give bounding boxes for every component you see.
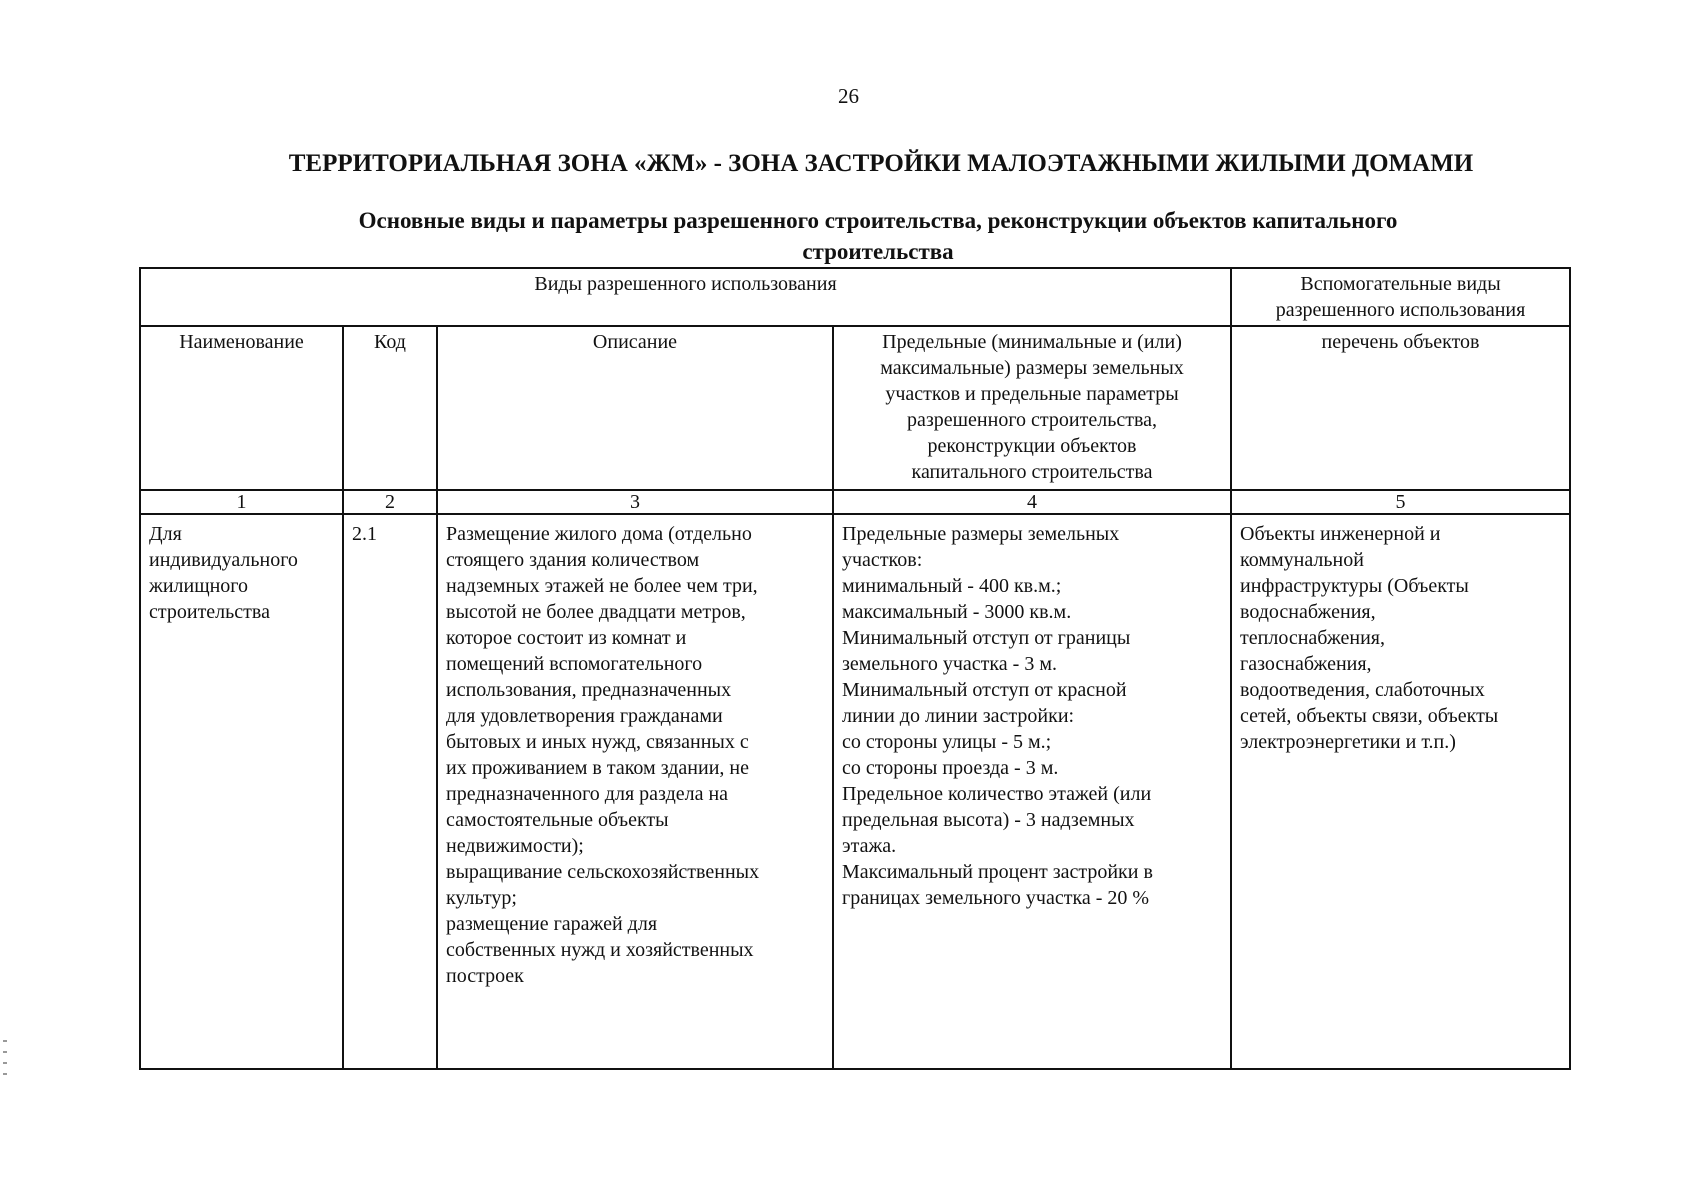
text-line: бытовых и иных нужд, связанных с: [446, 731, 749, 753]
text-line: теплоснабжения,: [1240, 627, 1385, 649]
text-line: границах земельного участка - 20 %: [842, 887, 1150, 909]
text-line: Минимальный отступ от красной: [842, 679, 1127, 701]
text-line: Предельные (минимальные и (или): [882, 331, 1182, 353]
text-line: выращивание сельскохозяйственных: [446, 861, 760, 883]
text-line: Предельное количество этажей (или: [842, 783, 1152, 805]
text-line: недвижимости);: [446, 835, 584, 857]
text-line: собственных нужд и хозяйственных: [446, 939, 754, 961]
column-number: 3: [437, 490, 833, 514]
text-line: использования, предназначенных: [446, 679, 732, 701]
text-line: максимальный - 3000 кв.м.: [842, 601, 1072, 623]
text-line: надземных этажей не более чем три,: [446, 575, 758, 597]
text-line: построек: [446, 965, 524, 987]
text-line: водоснабжения,: [1240, 601, 1376, 623]
cell-description: [437, 514, 833, 1069]
cell-objects: [1231, 514, 1570, 1069]
text-line: разрешенного строительства,: [907, 409, 1157, 431]
column-number: 4: [833, 490, 1231, 514]
text-line: для удовлетворения гражданами: [446, 705, 723, 727]
text-line: высотой не более двадцати метров,: [446, 601, 746, 623]
column-number: 2: [343, 490, 437, 514]
subtitle-line: строительства: [802, 239, 954, 264]
page-number: 26: [838, 84, 859, 108]
text-line: электроэнергетики и т.п.): [1240, 731, 1456, 753]
text-line: реконструкции объектов: [927, 435, 1137, 457]
text-line: которое состоит из комнат и: [446, 627, 687, 649]
text-line: Максимальный процент застройки в: [842, 861, 1153, 883]
text-line: сетей, объекты связи, объекты: [1240, 705, 1499, 727]
column-header-name: Наименование: [140, 326, 343, 490]
text-line: со стороны проезда - 3 м.: [842, 757, 1059, 779]
text-line: стоящего здания количеством: [446, 549, 700, 571]
text-line: газоснабжения,: [1240, 653, 1372, 675]
text-line: со стороны улицы - 5 м.;: [842, 731, 1052, 753]
column-header-description: Описание: [437, 326, 833, 490]
text-line: минимальный - 400 кв.м.;: [842, 575, 1062, 597]
text-line: Объекты инженерной и: [1240, 523, 1441, 545]
subtitle-line: Основные виды и параметры разрешенного строительства, реконструкции объектов капитального: [358, 208, 1398, 233]
text-line: культур;: [446, 887, 517, 909]
text-line: предельная высота) - 3 надземных: [842, 809, 1135, 831]
text-line: инфраструктуры (Объекты: [1240, 575, 1469, 597]
column-header-row: [140, 326, 1570, 490]
cell-code: 2.1: [343, 514, 437, 1069]
scan-edge-marks: [3, 1040, 7, 1090]
text-line: Предельные размеры земельных: [842, 523, 1120, 545]
text-line: их проживанием в таком здании, не: [446, 757, 749, 779]
column-number: 5: [1231, 490, 1570, 514]
text-line: строительства: [149, 601, 270, 623]
permitted-use-table: [139, 267, 1571, 1070]
cell-limits: [833, 514, 1231, 1069]
text-line: индивидуального: [149, 549, 298, 571]
text-line: линии до линии застройки:: [842, 705, 1075, 727]
zone-title: ТЕРРИТОРИАЛЬНАЯ ЗОНА «ЖМ» - ЗОНА ЗАСТРОЙКИ МАЛОЭТАЖНЫМИ ЖИЛЫМИ ДОМАМИ: [288, 150, 1474, 177]
text-line: Минимальный отступ от границы: [842, 627, 1131, 649]
group-header-aux: [1231, 268, 1570, 326]
text-line: максимальные) размеры земельных: [880, 357, 1184, 379]
text-line: этажа.: [842, 835, 897, 857]
section-subtitle: [238, 205, 1518, 267]
column-number: 1: [140, 490, 343, 514]
text-line: коммунальной: [1240, 549, 1364, 571]
text-line: самостоятельные объекты: [446, 809, 669, 831]
cell-name: [140, 514, 343, 1069]
text-line: Для: [149, 523, 182, 545]
text-line: участков:: [842, 549, 923, 571]
text-line: Размещение жилого дома (отдельно: [446, 523, 752, 545]
column-header-limits: [833, 326, 1231, 490]
text-line: участков и предельные параметры: [885, 383, 1179, 405]
text-line: капитального строительства: [911, 461, 1153, 483]
group-header-aux-line: Вспомогательные виды: [1300, 273, 1501, 295]
column-number-row: [140, 490, 1570, 514]
group-header-main: Виды разрешенного использования: [140, 268, 1231, 326]
text-line: помещений вспомогательного: [446, 653, 703, 675]
text-line: жилищного: [149, 575, 249, 597]
table-row: [140, 514, 1570, 1069]
text-line: предназначенного для раздела на: [446, 783, 729, 805]
text-line: водоотведения, слаботочных: [1240, 679, 1485, 701]
text-line: земельного участка - 3 м.: [842, 653, 1057, 675]
group-header-row: [140, 268, 1570, 326]
column-header-objects: перечень объектов: [1231, 326, 1570, 490]
group-header-aux-line: разрешенного использования: [1275, 299, 1526, 321]
text-line: размещение гаражей для: [446, 913, 658, 935]
column-header-code: Код: [343, 326, 437, 490]
